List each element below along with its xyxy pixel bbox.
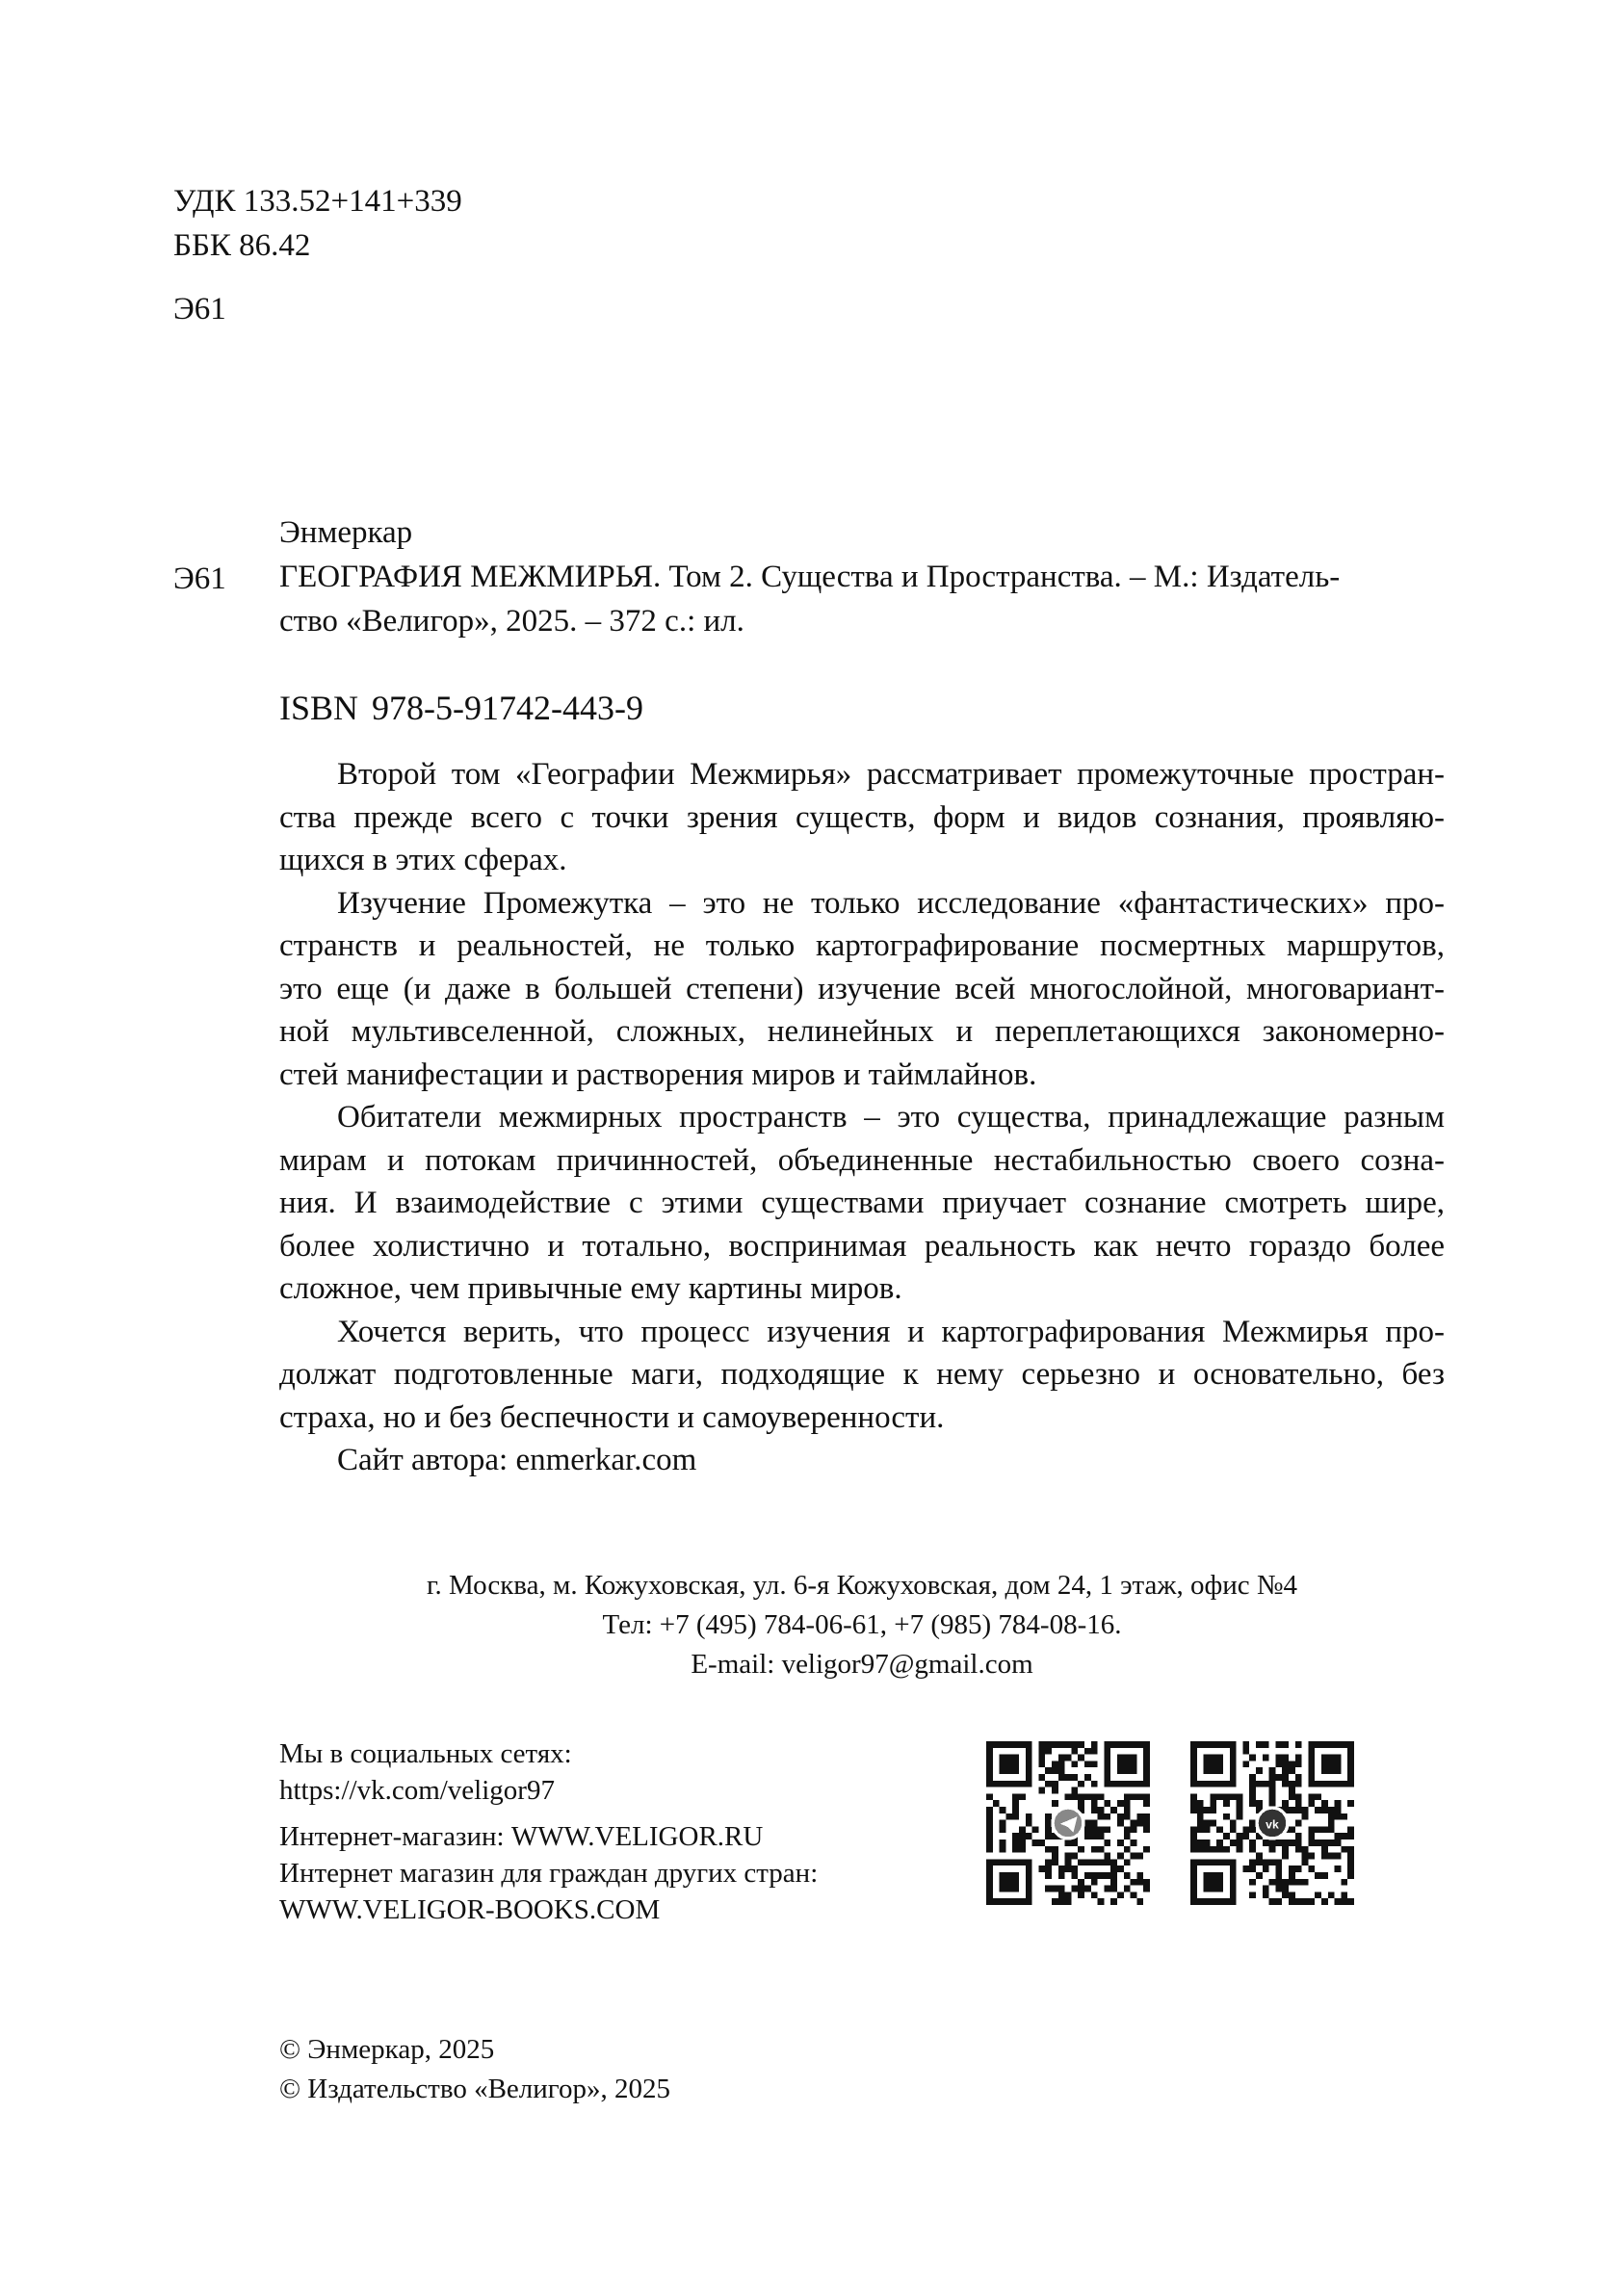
- author-site: Сайт автора: enmerkar.com: [337, 1443, 697, 1477]
- shop-link[interactable]: Интернет-магазин: WWW.VELIGOR.RU: [279, 1821, 764, 1852]
- biblio-author-mark: Э61: [173, 561, 226, 596]
- author-name: Энмеркар: [279, 515, 413, 550]
- bibliographic-entry: [279, 510, 1445, 643]
- publisher-contact: [279, 1566, 1445, 1684]
- isbn: [279, 686, 643, 730]
- annotation-line: странств и реальностей, не только картографирование посмертных маршрутов,: [279, 928, 1445, 963]
- vk-link[interactable]: https://vk.com/veligor97: [279, 1775, 555, 1806]
- isbn-number: 978-5-91742-443-9: [372, 689, 643, 727]
- annotation-line: мирам и потокам причинностей, объединенные нестабильностью своего созна-: [279, 1142, 1445, 1178]
- copyright-author: © Энмеркар, 2025: [279, 2034, 495, 2065]
- annotation-line: Второй том «Географии Межмирья» рассматривает промежуточные простран-: [337, 757, 1445, 792]
- annotation-line: сложное, чем привычные ему картины миров.: [279, 1271, 902, 1306]
- annotation-line: стей манифестации и растворения миров и таймлайнов.: [279, 1057, 1037, 1092]
- annotation-line: более холистично и тотально, воспринимая реальность как нечто гораздо более: [279, 1228, 1445, 1264]
- foreign-shop-label: Интернет магазин для граждан других стран:: [279, 1858, 819, 1889]
- qr-code-telegram: [986, 1741, 1150, 1905]
- annotation-line: должат подготовленные маги, подходящие к нему серьезно и основательно, без: [279, 1357, 1445, 1392]
- annotation-line: ства прежде всего с точки зрения существ, форм и видов сознания, проявляю-: [279, 799, 1445, 835]
- annotation-line: ной мультивселенной, сложных, нелинейных и переплетающихся закономерно-: [279, 1014, 1445, 1049]
- copyright-block: [279, 2030, 670, 2109]
- isbn-label: ISBN: [279, 689, 359, 727]
- phone: Тел: +7 (495) 784-06-61, +7 (985) 784-08-16.: [602, 1609, 1122, 1640]
- udk-code: УДК 133.52+141+339: [173, 184, 462, 219]
- annotation-line: это еще (и даже в большей степени) изучение всей многослойной, многовариант-: [279, 971, 1445, 1006]
- annotation-line: Изучение Промежутка – это не только исследование «фантастических» про-: [337, 885, 1445, 921]
- title-line-2: ство «Велигор», 2025. – 372 с.: ил.: [279, 604, 744, 639]
- annotation-line: щихся в этих сферах.: [279, 843, 567, 877]
- copyright-publisher: © Издательство «Велигор», 2025: [279, 2074, 670, 2104]
- qr-code-vk: [1190, 1741, 1354, 1905]
- annotation-line: страха, но и без беспечности и самоуверенности.: [279, 1399, 945, 1435]
- annotation: [279, 753, 1445, 1482]
- bbk-code: ББК 86.42: [173, 228, 311, 263]
- annotation-line: Обитатели межмирных пространств – это существа, принадлежащие разным: [337, 1100, 1445, 1135]
- title-line-1: ГЕОГРАФИЯ МЕЖМИРЬЯ. Том 2. Существа и Пространства. – М.: Издатель-: [279, 560, 1341, 594]
- social-heading: Мы в социальных сетях:: [279, 1738, 572, 1769]
- annotation-line: Хочется верить, что процесс изучения и картографирования Межмирья про-: [337, 1314, 1445, 1349]
- annotation-line: ния. И взаимодействие с этими существами приучает сознание смотреть шире,: [279, 1186, 1445, 1220]
- author-mark: Э61: [173, 292, 226, 326]
- svg-text:vk: vk: [1266, 1817, 1279, 1832]
- email: E-mail: veligor97@gmail.com: [691, 1649, 1033, 1680]
- address: г. Москва, м. Кожуховская, ул. 6-я Кожуховская, дом 24, 1 этаж, офис №4: [426, 1570, 1298, 1601]
- classification-block: [173, 179, 462, 331]
- foreign-shop-link[interactable]: WWW.VELIGOR-BOOKS.COM: [279, 1894, 661, 1925]
- social-block: [279, 1735, 818, 1928]
